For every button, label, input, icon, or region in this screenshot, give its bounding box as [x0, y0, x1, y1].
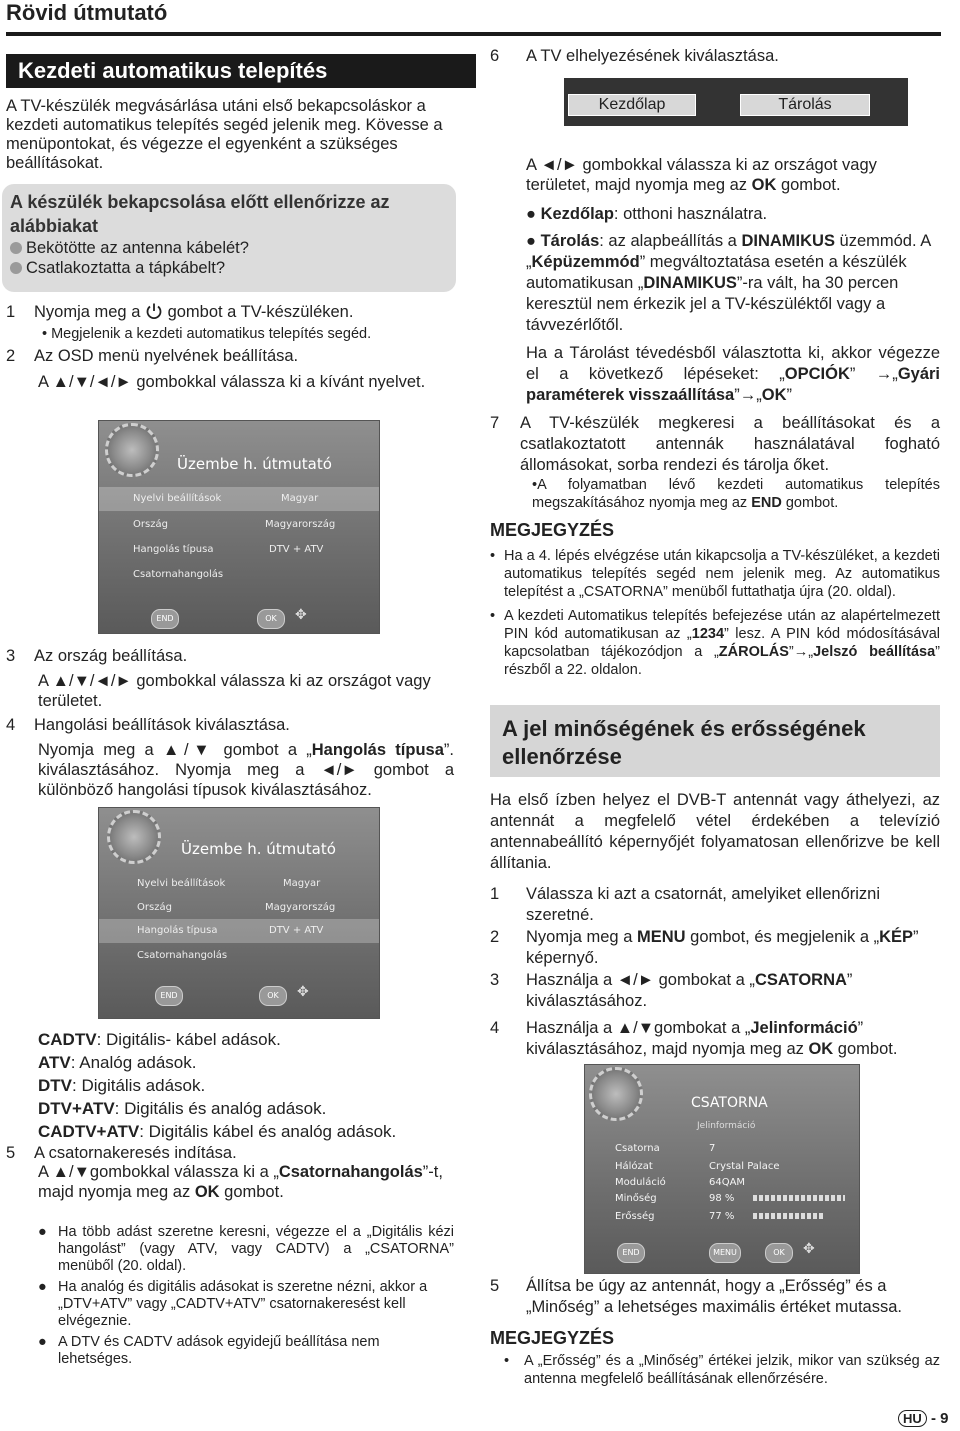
note-text: Ha analóg és digitális adásokat is szeretne nézni, akkor a „DTV+ATV” vagy „CADTV+ATV” csatornakeresést kell elvégeznie. [58, 1279, 428, 1329]
page-title: Rövid útmutató [6, 0, 168, 25]
menu-row[interactable] [99, 538, 379, 562]
gear-icon [105, 423, 159, 477]
step-text [490, 927, 940, 969]
desc-bold: KÉP [879, 928, 914, 946]
bullet-icon: ● [38, 1334, 47, 1350]
tab-home[interactable]: Kezdőlap [568, 94, 696, 116]
desc-text: ” képernyő. [526, 928, 919, 967]
row-label: Moduláció [615, 1177, 666, 1188]
step-1-sub: • Megjelenik a kezdeti automatikus telepítés segéd. [42, 326, 372, 342]
step-number: 3 [6, 647, 16, 665]
bullet-icon: ● [38, 1279, 47, 1295]
desc-bold: DINAMIKUS [643, 274, 737, 292]
desc-text: ”→„ [788, 644, 814, 660]
end-button[interactable]: END [617, 1243, 645, 1263]
desc-text: A ▲/▼gombokkal válassza ki a „ [38, 1163, 279, 1181]
menu-row[interactable] [99, 487, 379, 511]
notes-block-1 [490, 547, 940, 679]
row-value: 64QAM [709, 1177, 746, 1188]
definition-row [38, 1097, 458, 1120]
end-button[interactable]: END [151, 609, 179, 629]
note-item [490, 607, 940, 679]
menu-row[interactable] [99, 513, 379, 537]
step-5-desc [38, 1162, 454, 1202]
step-4-desc [38, 740, 454, 800]
desc-text: üzemmód. A „ [526, 232, 931, 271]
def-term: DTV [38, 1076, 72, 1095]
screen-subtitle: Jelinformáció [697, 1121, 756, 1131]
quality-bar [753, 1195, 845, 1201]
desc-bold: MENU [636, 928, 686, 946]
bullet-icon: ● [38, 1224, 47, 1240]
step-number: 1 [490, 885, 500, 903]
step-number: 4 [6, 716, 16, 734]
note-heading-2: MEGJEGYZÉS [490, 1328, 615, 1348]
desc-text: Használja a ◄/► gombokat a „ [526, 971, 755, 989]
desc-bold: DINAMIKUS [741, 232, 835, 250]
row-label: Nyelvi beállítások [133, 493, 222, 504]
signal-step-5 [490, 1276, 940, 1318]
step-number: 4 [490, 1019, 500, 1037]
desc-text: Nyomja meg a [526, 928, 637, 946]
step-number: 5 [6, 1144, 16, 1162]
desc-bold: 1234 [691, 626, 725, 642]
check-item-text: Csatlakoztatta a tápkábelt? [26, 259, 226, 277]
end-button[interactable]: END [155, 986, 183, 1006]
desc-text: A kezdeti Automatikus telepítés befejezése után az alapértelmezett PIN kód automatikusan az „ [504, 608, 940, 642]
desc-bold: OK [751, 176, 777, 194]
step-text [490, 1018, 940, 1060]
menu-row[interactable] [99, 872, 379, 896]
def-desc: : Digitális adások. [72, 1076, 206, 1095]
row-value: Crystal Palace [709, 1161, 780, 1172]
signal-step-3 [490, 970, 940, 1012]
note-text: Ha a 4. lépés elvégzése után kikapcsolja a TV-készüléket, a kezdeti automatikus telepítés segéd nem jelenik meg. Az automatikus telepítést a „CSATORNA” menüből futtathatja újra (20. oldal). [504, 548, 940, 600]
step-text: A csatornakeresés indítása. [34, 1144, 237, 1162]
note-item [38, 1224, 454, 1275]
ok-button[interactable]: OK [765, 1243, 793, 1263]
row-value: DTV + ATV [269, 925, 324, 936]
row-value: Magyar [281, 493, 319, 504]
def-term: CADTV+ATV [38, 1122, 140, 1141]
step-6 [490, 46, 940, 66]
definition-row [38, 1120, 458, 1143]
check-item-text: Bekötötte az antenna kábelét? [26, 239, 249, 257]
bullet-icon: • [490, 608, 496, 624]
dpad-icon: ✥ [297, 984, 309, 1000]
step-text [490, 970, 940, 1012]
section-title-auto-install [6, 54, 476, 88]
signal-step-1 [490, 884, 940, 926]
desc-bold: Jelinformáció [750, 1019, 858, 1037]
top-rule [6, 32, 941, 36]
step-2-desc: A ▲/▼/◄/► gombokkal válassza ki a kívánt nyelvet. [38, 373, 426, 391]
definition-row [38, 1028, 458, 1051]
row-label: Minőség [615, 1193, 657, 1204]
step-text: A TV-készülék megkeresi a beállításokat és a csatlakoztatott antennák használatával fogható állomásokat, sorba rendezi és tárolja őket. [520, 414, 940, 474]
desc-bold: OK [808, 1040, 834, 1058]
desc-bold: Gyári paraméterek visszaállítása [526, 365, 941, 404]
check-item [10, 258, 448, 278]
row-value: Magyar [283, 878, 321, 889]
setup-guide-screen-1 [98, 420, 380, 634]
step-text: Állítsa be úgy az antennát, hogy a „Erősség” és a „Minőség” a lehetséges maximális értéket mutassa. [526, 1277, 902, 1316]
desc-bold: ZÁROLÁS [718, 644, 789, 660]
menu-row[interactable] [99, 896, 379, 920]
desc-text: : otthoni használatra. [613, 205, 768, 223]
desc-text: ” kiválasztásához. [526, 971, 853, 1010]
menu-row[interactable] [99, 563, 379, 587]
row-value: 7 [709, 1143, 716, 1154]
check-item [10, 238, 448, 258]
page-footer [898, 1410, 948, 1427]
desc-text: Ha a Tárolást tévedésből választotta ki, akkor végezze el a következő lépéseket: „ [526, 344, 940, 383]
check-title: A készülék bekapcsolása előtt ellenőrizze az alábbiakat [10, 192, 390, 236]
row-label: Hangolás típusa [137, 925, 218, 936]
desc-bold: OPCIÓK [784, 365, 850, 383]
desc-bold: END [751, 495, 782, 511]
step-5-notes [38, 1224, 454, 1368]
row-value: Magyarország [265, 519, 336, 530]
step-text: Nyomja meg a [34, 303, 141, 321]
store-reset-note [526, 343, 940, 406]
desc-text: Használja a ▲/▼gombokat a „ [526, 1019, 751, 1037]
desc-text: ” lesz. A PIN kód módosításával kapcsolatban tájékozódjon a „ [504, 626, 940, 660]
home-bullet: ● Kezdőlap: otthoni használatra. [526, 205, 768, 223]
def-desc: : Analóg adások. [70, 1053, 197, 1072]
section-title-signal-check [490, 705, 940, 777]
step-text: gombot a TV-készüléken. [167, 303, 354, 321]
intro-text: A TV-készülék megvásárlása utáni első bekapcsoláskor a kezdeti automatikus telepítés segéd jelenik meg. Kövesse a menüpontokat, és végezze el egyenként a szükséges beállításokat. [6, 97, 443, 172]
definition-row [38, 1074, 458, 1097]
step-3 [6, 646, 456, 666]
desc-bold: Tárolás [540, 232, 600, 250]
desc-text: ”→„ [734, 386, 762, 404]
step-number: 1 [6, 303, 16, 321]
check-box [2, 184, 456, 292]
signal-step-2 [490, 927, 940, 969]
note-item [500, 1352, 940, 1388]
section-title-text: Kezdeti automatikus telepítés [18, 58, 328, 83]
row-label: Hangolás típusa [133, 544, 214, 555]
strength-bar [753, 1213, 825, 1219]
location-select-bar [564, 78, 908, 126]
step-number: 2 [6, 347, 16, 365]
step-7-sub [532, 476, 940, 512]
def-desc: : Digitális kábel és analóg adások. [139, 1122, 397, 1141]
row-value: DTV + ATV [269, 544, 324, 555]
def-desc: : Digitális- kábel adások. [96, 1030, 281, 1049]
desc-bold: Csatornahangolás [278, 1163, 423, 1181]
step-number: 2 [490, 928, 500, 946]
step-1 [6, 302, 456, 322]
step-4 [6, 715, 456, 735]
menu-row[interactable] [99, 944, 379, 968]
gear-icon [589, 1067, 643, 1121]
step-text: Válassza ki azt a csatornát, amelyiket ellenőrizni szeretné. [526, 885, 880, 924]
ok-button[interactable]: OK [257, 609, 285, 629]
bullet-dot-icon [10, 262, 22, 274]
step-3-desc: A ▲/▼/◄/► gombokkal válassza ki az országot vagy területet. [38, 672, 431, 710]
desc-text: A ◄/► gombokkal válassza ki az országot vagy területet, majd nyomja meg az [526, 156, 877, 194]
desc-bold: Jelszó beállítása [813, 644, 936, 660]
desc-text: gombot. [833, 1040, 898, 1058]
desc-text: gombot. [219, 1183, 284, 1201]
step-text: Az OSD menü nyelvének beállítása. [34, 347, 299, 365]
desc-bold: CSATORNA [754, 971, 847, 989]
row-label: Erősség [615, 1211, 655, 1222]
note-item [38, 1334, 454, 1368]
tuning-definitions [38, 1028, 458, 1143]
row-label: Ország [133, 519, 168, 530]
def-term: CADTV [38, 1030, 97, 1049]
desc-bold: Kezdőlap [540, 205, 614, 223]
note-item [490, 547, 940, 601]
step-5 [6, 1143, 456, 1163]
desc-text: ”. kiválasztásához. Nyomja meg a ◄/► gombot a különböző hangolási típusok kiválasztásához. [38, 741, 454, 799]
desc-text: ” [786, 386, 792, 404]
desc-bold: Hangolás típusa [311, 741, 444, 759]
step-text: Hangolási beállítások kiválasztása. [34, 716, 290, 734]
menu-row[interactable] [99, 919, 379, 943]
desc-bold: OK [194, 1183, 220, 1201]
bullet-dot-icon [10, 242, 22, 254]
desc-text: gombot. [781, 495, 839, 511]
notes-block-2 [500, 1352, 940, 1388]
desc-text: ” kiválasztásához, majd nyomja meg az [526, 1019, 864, 1058]
row-label: Csatornahangolás [133, 569, 224, 580]
page-number: - 9 [930, 1410, 949, 1427]
menu-button[interactable]: MENU [709, 1243, 741, 1263]
row-value: Magyarország [265, 902, 336, 913]
def-term: DTV+ATV [38, 1099, 115, 1118]
desc-text: ”-ra vált, ha 30 percen keresztül nem érkezik jel a TV-készüléktől vagy a távvezérlőtől. [526, 274, 899, 334]
screen-title: Üzembe h. útmutató [177, 455, 332, 473]
step-2 [6, 346, 456, 366]
row-label: Nyelvi beállítások [137, 878, 226, 889]
info-row [585, 1189, 859, 1207]
row-label: Csatornahangolás [137, 950, 228, 961]
dpad-icon: ✥ [295, 607, 307, 623]
step-number: 5 [490, 1277, 500, 1295]
step-6-desc [526, 155, 940, 195]
desc-text: ” →„ [849, 365, 898, 383]
dpad-icon: ✥ [803, 1241, 815, 1257]
store-bullet: ● Tárolás: az alapbeállítás a DINAMIKUS üzemmód. A „Képüzemmód” megváltoztatása esetén a készülék automatikusan „DINAMIKUS”-ra vált, ha 30 percen keresztül nem érkezik jel a TV-készüléktől vagy a távvezérlőtől. [526, 232, 931, 334]
note-text: A „Erősség” és a „Minőség” értékei jelzik, mikor van szükség az antenna megfelelő beállításának ellenőrzésére. [524, 1353, 940, 1387]
section-title-text: A jel minőségének és erősségének ellenőrzése [502, 716, 866, 769]
bullet-icon: • [504, 1353, 510, 1369]
desc-text: Nyomja meg a ▲/▼ gombot a „ [38, 741, 312, 759]
row-value: 77 % [709, 1211, 735, 1222]
step-number: 6 [490, 47, 500, 65]
bullet-icon: • [490, 548, 496, 564]
step-text: A TV elhelyezésének kiválasztása. [526, 47, 779, 65]
step-7 [490, 413, 940, 476]
note-item [38, 1279, 454, 1330]
desc-text: gombot. [776, 176, 841, 194]
def-desc: : Digitális és analóg adások. [114, 1099, 327, 1118]
setup-guide-screen-2 [98, 807, 380, 1019]
language-badge: HU [898, 1410, 927, 1427]
desc-text: •A folyamatban lévő kezdeti automatikus telepítés megszakításához nyomja meg az [532, 477, 940, 511]
desc-bold: Képüzemmód [531, 253, 640, 271]
step-number: 7 [490, 414, 500, 432]
screen-title: CSATORNA [691, 1095, 768, 1111]
row-label: Csatorna [615, 1143, 660, 1154]
row-label: Hálózat [615, 1161, 653, 1172]
desc-text: ” megváltoztatása esetén a készülék automatikusan „ [526, 253, 907, 292]
def-term: ATV [38, 1053, 71, 1072]
note-text: A DTV és CADTV adások egyidejű beállítása nem lehetséges. [58, 1334, 380, 1367]
note-heading-1: MEGJEGYZÉS [490, 520, 615, 540]
power-icon [145, 302, 163, 320]
note-text: Ha több adást szeretne keresni, végezze el a „Digitális kézi hangolást” (vagy ATV, vagy CADTV) a „CSATORNA” menüből (20. oldal). [58, 1224, 454, 1274]
signal-info-screen [584, 1064, 860, 1274]
desc-text: ” részből a 22. oldalon. [504, 644, 941, 678]
row-label: Ország [137, 902, 172, 913]
info-row [585, 1207, 859, 1225]
signal-step-4 [490, 1018, 940, 1060]
ok-button[interactable]: OK [259, 986, 287, 1006]
desc-text: gombot, és megjelenik a „ [685, 928, 880, 946]
gear-icon [107, 810, 161, 864]
step-number: 3 [490, 971, 500, 989]
desc-text: ”-t, majd nyomja meg az [38, 1163, 443, 1201]
section2-intro: Ha első ízben helyez el DVB-T antennát vagy áthelyezi, az antennát a megfelelő vétel érdekében a televízió antennabeállító képernyőjét folyamatosan ellenőrizve be kell állítania. [490, 791, 940, 872]
desc-bold: OK [761, 386, 787, 404]
step-text: Az ország beállítása. [34, 647, 188, 665]
tab-store[interactable]: Tárolás [740, 94, 870, 116]
definition-row [38, 1051, 458, 1074]
screen-title: Üzembe h. útmutató [181, 840, 336, 858]
desc-text: : az alapbeállítás a [599, 232, 742, 250]
info-row [585, 1139, 859, 1157]
row-value: 98 % [709, 1193, 735, 1204]
